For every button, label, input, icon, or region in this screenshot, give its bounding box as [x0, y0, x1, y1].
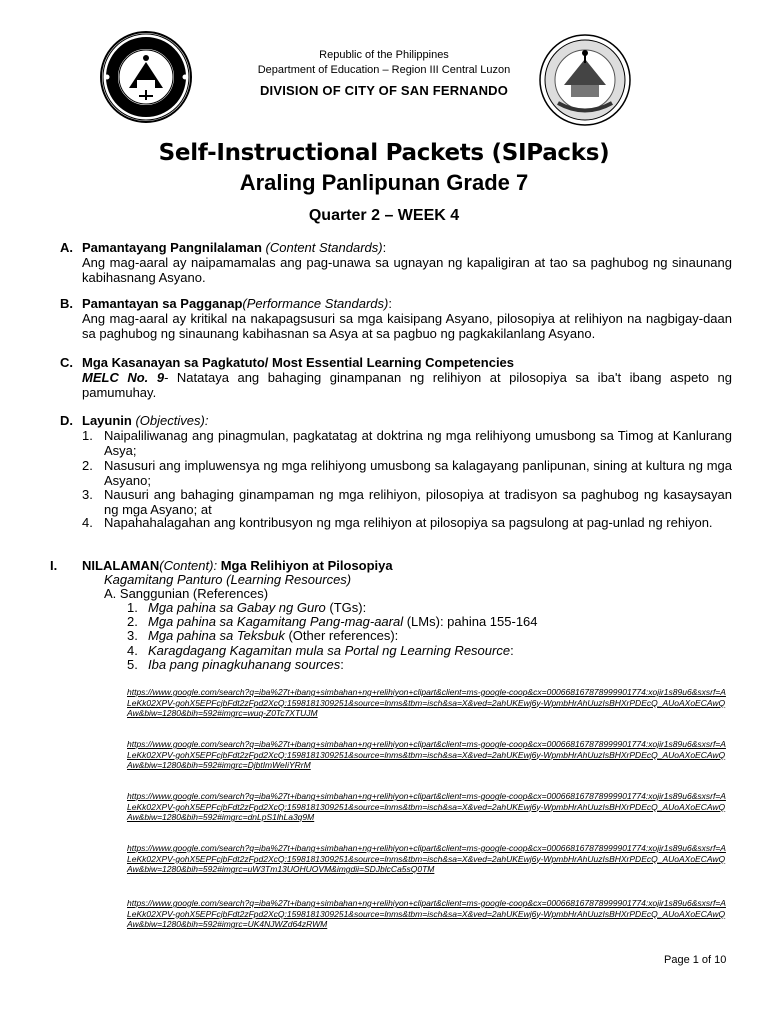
quarter-week: Quarter 2 – WEEK 4	[308, 207, 460, 224]
section-c-heading: Mga Kasanayan sa Pagkatuto/ Most Essential Learning Competencies	[82, 355, 515, 370]
objective-number: 4.	[82, 515, 93, 530]
section-c	[82, 355, 732, 400]
section-i-heading: NILALAMAN	[82, 558, 160, 573]
reference-item: Karagdagang Kagamitan mula sa Portal ng Learning Resource:	[148, 643, 514, 658]
section-i-heading-en: (Content):	[159, 558, 218, 573]
page-title: Self-Instructional Packets (SIPacks)	[158, 140, 610, 166]
reference-item: Mga pahina sa Gabay ng Guro (TGs):	[148, 600, 367, 615]
reference-number: 1.	[127, 600, 138, 615]
source-link[interactable]: https://www.google.com/search?q=iba%27t+ibang+simbahan+ng+relihiyon+clipart&client=ms-google-coop&cx=000668167878999901774:xojir1s89u6&sxsrf=ALeKk02XPV-gohX5EPFcjbFdt2zFpd2XcQ:1598181309251&source=lnms&tbm=isch&sa=X&ved=2ahUKEwj6y-WpmbHrAhUuzIsBHXrPDEcQ_AUoAXoECAwQAw&biw=1280&bih=592#imgrc=DjbtImWeIiYRrM	[127, 739, 726, 770]
objective-item: Nasusuri ang impluwensya ng mga relihiyong umusbong sa kalagayang panlipunan, sining at kultura ng mga Asyano;	[104, 458, 732, 488]
section-i-marker: I.	[50, 558, 58, 573]
melc-label: MELC No. 9	[82, 370, 165, 385]
header-republic: Republic of the Philippines	[319, 49, 449, 61]
section-c-marker: C.	[60, 355, 73, 370]
reference-number: 4.	[127, 643, 138, 658]
section-a-heading: Pamantayang Pangnilalaman	[82, 240, 262, 255]
section-a: Pamantayang Pangnilalaman (Content Standards): Ang mag-aaral ay naipamamalas ang pag-unawa sa ugnayan ng kapaligiran at tao sa paghubog ng sinaunang kabihasnang Asyano.	[82, 240, 732, 285]
references-heading: A. Sanggunian (References)	[104, 586, 269, 601]
section-d-heading: Layunin	[82, 413, 132, 428]
section-a-marker: A.	[60, 240, 73, 255]
section-i-heading-line	[82, 558, 732, 573]
objective-number: 1.	[82, 428, 93, 443]
section-i-topic: Mga Relihiyon at Pilosopiya	[220, 558, 393, 573]
reference-item: Mga pahina sa Kagamitang Pang-mag-aaral (LMs): pahina 155-164	[148, 614, 538, 629]
source-link[interactable]: https://www.google.com/search?q=iba%27t+ibang+simbahan+ng+relihiyon+clipart&client=ms-google-coop&cx=000668167878999901774:xojir1s89u6&sxsrf=ALeKk02XPV-gohX5EPFcjbFdt2zFpd2XcQ:1598181309251&source=lnms&tbm=isch&sa=X&ved=2ahUKEwj6y-WpmbHrAhUuzIsBHXrPDEcQ_AUoAXoECAwQAw&biw=1280&bih=592#imgrc=wuq-Z0Tc7XTUJM	[127, 687, 726, 718]
reference-item: Mga pahina sa Teksbuk (Other references):	[148, 628, 399, 643]
source-link[interactable]: https://www.google.com/search?q=iba%27t+ibang+simbahan+ng+relihiyon+clipart&client=ms-google-coop&cx=000668167878999901774:xojir1s89u6&sxsrf=ALeKk02XPV-gohX5EPFcjbFdt2zFpd2XcQ:1598181309251&source=lnms&tbm=isch&sa=X&ved=2ahUKEwj6y-WpmbHrAhUuzIsBHXrPDEcQ_AUoAXoECAwQAw&biw=1280&bih=592#imgrc=dnLpS1lhLa3q9M	[127, 791, 726, 822]
section-d	[82, 413, 732, 428]
objective-number: 3.	[82, 487, 93, 502]
header-division: DIVISION OF CITY OF SAN FERNANDO	[259, 83, 509, 98]
source-link[interactable]: https://www.google.com/search?q=iba%27t+ibang+simbahan+ng+relihiyon+clipart&client=ms-google-coop&cx=000668167878999901774:xojir1s89u6&sxsrf=ALeKk02XPV-gohX5EPFcjbFdt2zFpd2XcQ:1598181309251&source=lnms&tbm=isch&sa=X&ved=2ahUKEwj6y-WpmbHrAhUuzIsBHXrPDEcQ_AUoAXoECAwQAw&biw=1280&bih=592#imgrc=uW3Tm13UOHUOVM&imgdii=SDJblcCa5sQ0TM	[127, 843, 726, 874]
objective-item: Nausuri ang bahaging ginampaman ng mga relihiyon, pilosopiya at tradisyon sa paghubog ng kasaysayan ng mga Asyano; at	[104, 487, 732, 517]
section-d-marker: D.	[60, 413, 73, 428]
page-subtitle: Araling Panlipunan Grade 7	[239, 170, 529, 195]
section-a-heading-en: (Content Standards)	[265, 240, 383, 255]
reference-item: Iba pang pinagkuhanang sources:	[148, 657, 344, 672]
section-b-heading: Pamantayan sa Pagganap	[82, 296, 243, 311]
objective-item: Napahahalagahan ang kontribusyon ng mga relihiyon at pilosopiya sa pagsulong at pag-unlad ng rehiyon.	[104, 515, 713, 530]
section-b: Pamantayan sa Pagganap(Performance Standards): Ang mag-aaral ay kritikal na nakapagsusuri sa mga kaisipang Asyano, pilosopiya at relihiyon na nagbigay-daan sa paghubog ng sinaunang kabihasnan sa Asya at sa pagbuo ng pagkakilanlang Asyano.	[82, 296, 732, 341]
section-b-heading-en: (Performance Standards)	[242, 296, 389, 311]
learning-resources-heading: Kagamitang Panturo (Learning Resources)	[104, 572, 352, 587]
source-link[interactable]: https://www.google.com/search?q=iba%27t+ibang+simbahan+ng+relihiyon+clipart&client=ms-google-coop&cx=000668167878999901774:xojir1s89u6&sxsrf=ALeKk02XPV-gohX5EPFcjbFdt2zFpd2XcQ:1598181309251&source=lnms&tbm=isch&sa=X&ved=2ahUKEwj6y-WpmbHrAhUuzIsBHXrPDEcQ_AUoAXoECAwQAw&biw=1280&bih=592#imgrc=UK4NJWZd64zRWM	[127, 898, 726, 929]
reference-number: 2.	[127, 614, 138, 629]
division-seal-logo	[538, 33, 632, 127]
section-c-body: - Natataya ang bahaging ginampanan ng relihiyon at pilosopiya sa iba't ibang aspeto ng pamumuhay.	[82, 370, 732, 400]
section-b-body: Ang mag-aaral ay kritikal na nakapagsusuri sa mga kaisipang Asyano, pilosopiya at relihiyon na nagbigay-daan sa paghubog ng sinaunang kabihasnan sa Asya at sa pagbuo ng pagkakilanlang Asyano.	[82, 311, 732, 341]
objective-item: Naipaliliwanag ang pinagmulan, pagkatatag at doktrina ng mga relihiyong umusbong sa Timog at Kanlurang Asya;	[104, 428, 732, 458]
section-b-marker: B.	[60, 296, 73, 311]
deped-seal-logo	[99, 30, 193, 124]
reference-number: 5.	[127, 657, 138, 672]
section-a-body: Ang mag-aaral ay naipamamalas ang pag-unawa sa ugnayan ng kapaligiran at tao sa paghubog ng sinaunang kabihasnang Asyano.	[82, 255, 732, 285]
header-deped-region: Department of Education – Region III Central Luzon	[257, 64, 511, 76]
page-number: Page 1 of 10	[664, 954, 727, 966]
reference-number: 3.	[127, 628, 138, 643]
objective-number: 2.	[82, 458, 93, 473]
section-d-heading-en: (Objectives):	[135, 413, 209, 428]
